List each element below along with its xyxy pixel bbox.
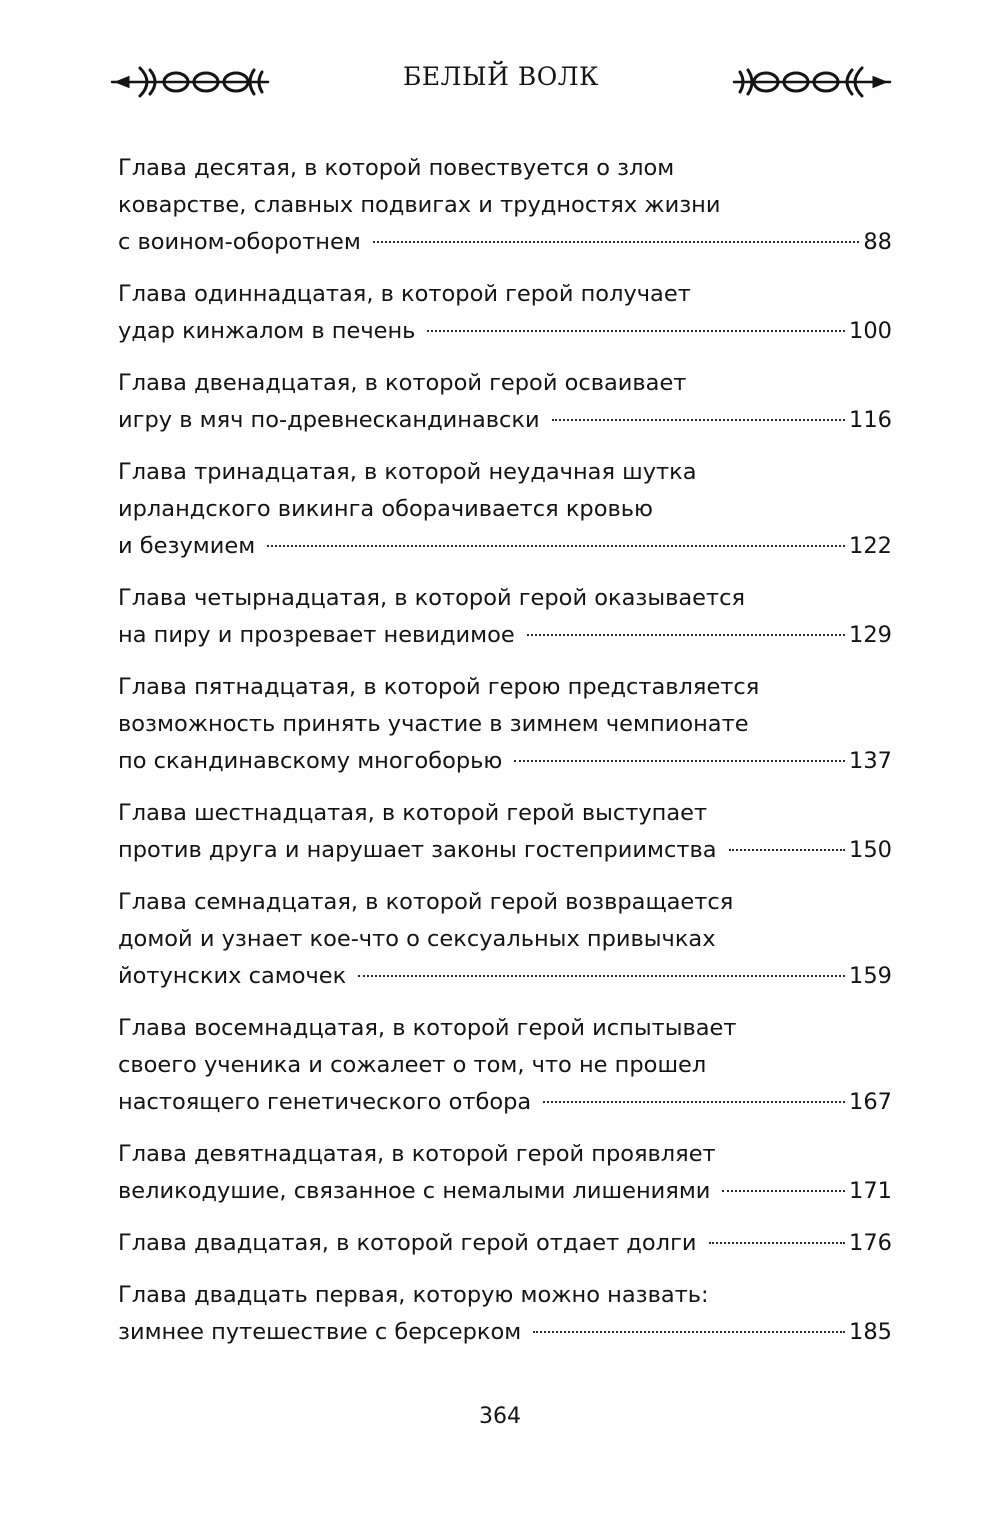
toc-entry [118,1277,892,1351]
page-number: 364 [479,1404,521,1429]
toc-entry-title-line: ирландского викинга оборачивается кровью [118,496,653,522]
toc-entry-title-line: Глава четырнадцатая, в которой герой оказывается [118,585,746,611]
toc-entry-title-line: йотунских самочек [118,963,347,989]
toc-page-number: 167 [849,1089,892,1115]
toc-entry-final-line [118,1173,892,1210]
toc-entry-title-line: настоящего генетического отбора [118,1089,532,1115]
toc-entry-final-line [118,402,892,439]
toc-entry-title-line: великодушие, связанное с немалыми лишениями [118,1178,711,1204]
toc-entry-title-line: зимнее путешествие с берсерком [118,1319,522,1345]
toc-page-number: 88 [863,229,892,255]
toc-page-number: 185 [849,1319,892,1345]
toc-entry [118,580,892,654]
toc-entry-title-line: Глава одиннадцатая, в которой герой получает [118,281,691,307]
toc-entry [118,795,892,869]
toc-entry-final-line [118,832,892,869]
toc-entry-final-line [118,617,892,654]
toc-entry-final-line [118,313,892,350]
toc-entry-title-line: Глава десятая, в которой повествуется о злом [118,155,675,181]
toc-entry-title-line: коварстве, славных подвигах и трудностях жизни [118,192,721,218]
toc-entry-title-line: игру в мяч по-древнескандинавски [118,407,540,433]
toc-page-number: 150 [849,837,892,863]
toc-entry-title-line: Глава двенадцатая, в которой герой осваивает [118,370,687,396]
dot-leader [533,1331,845,1333]
toc-entry-title-line: и безумием [118,533,256,559]
dot-leader [543,1101,845,1103]
toc-entry-final-line [118,528,892,565]
toc-entry-final-line [118,1084,892,1121]
dot-leader [514,760,845,762]
table-of-contents [118,150,892,1351]
dot-leader [729,849,846,851]
running-title: БЕЛЫЙ ВОЛК [403,62,599,91]
toc-entry-title-line: на пиру и прозревает невидимое [118,622,515,648]
toc-entry-title-line: удар кинжалом в печень [118,318,416,344]
dot-leader [267,545,845,547]
toc-entry-title-line: Глава двадцатая, в которой герой отдает долги [118,1230,697,1256]
dot-leader [527,634,845,636]
toc-entry-title-line: Глава семнадцатая, в которой герой возвращается [118,889,734,915]
toc-entry [118,454,892,565]
dot-leader [552,419,845,421]
toc-page-number: 137 [849,748,892,774]
dot-leader [358,975,845,977]
toc-entry-title-line: своего ученика и сожалеет о том, что не прошел [118,1052,707,1078]
toc-entry-title-line: с воином-оборотнем [118,229,361,255]
toc-page-number: 116 [849,407,892,433]
toc-entry [118,150,892,261]
toc-entry [118,276,892,350]
dot-leader [373,241,860,243]
toc-page-number: 100 [849,318,892,344]
toc-page-number: 171 [849,1178,892,1204]
toc-entry-title-line: Глава восемнадцатая, в которой герой испытывает [118,1015,737,1041]
dot-leader [722,1190,845,1192]
toc-entry-title-line: по скандинавскому многоборью [118,748,503,774]
toc-entry-final-line [118,224,892,261]
dot-leader [709,1242,846,1244]
toc-entry-title-line: против друга и нарушает законы гостеприимства [118,837,717,863]
toc-entry-final-line [118,743,892,780]
toc-entry-final-line [118,1314,892,1351]
toc-entry-title-line: домой и узнает кое-что о сексуальных привычках [118,926,716,952]
toc-entry-title-line: возможность принять участие в зимнем чемпионате [118,711,749,737]
toc-entry [118,1225,892,1262]
toc-entry-title-line: Глава тринадцатая, в которой неудачная шутка [118,459,697,485]
toc-entry [118,884,892,995]
toc-entry-title-line: Глава пятнадцатая, в которой герою представляется [118,674,760,700]
toc-entry [118,1136,892,1210]
toc-page-number: 159 [849,963,892,989]
toc-entry-final-line [118,958,892,995]
toc-entry-title-line: Глава девятнадцатая, в которой герой проявляет [118,1141,716,1167]
toc-page-number: 176 [849,1230,892,1256]
toc-page-number: 129 [849,622,892,648]
dot-leader [427,330,845,332]
toc-entry-final-line [118,1225,892,1262]
toc-entry-title-line: Глава шестнадцатая, в которой герой выступает [118,800,708,826]
ornament-right-icon [732,62,892,102]
toc-entry [118,1010,892,1121]
toc-page-number: 122 [849,533,892,559]
toc-entry-title-line: Глава двадцать первая, которую можно назвать: [118,1282,709,1308]
toc-entry [118,669,892,780]
running-header [110,58,892,106]
toc-entry [118,365,892,439]
